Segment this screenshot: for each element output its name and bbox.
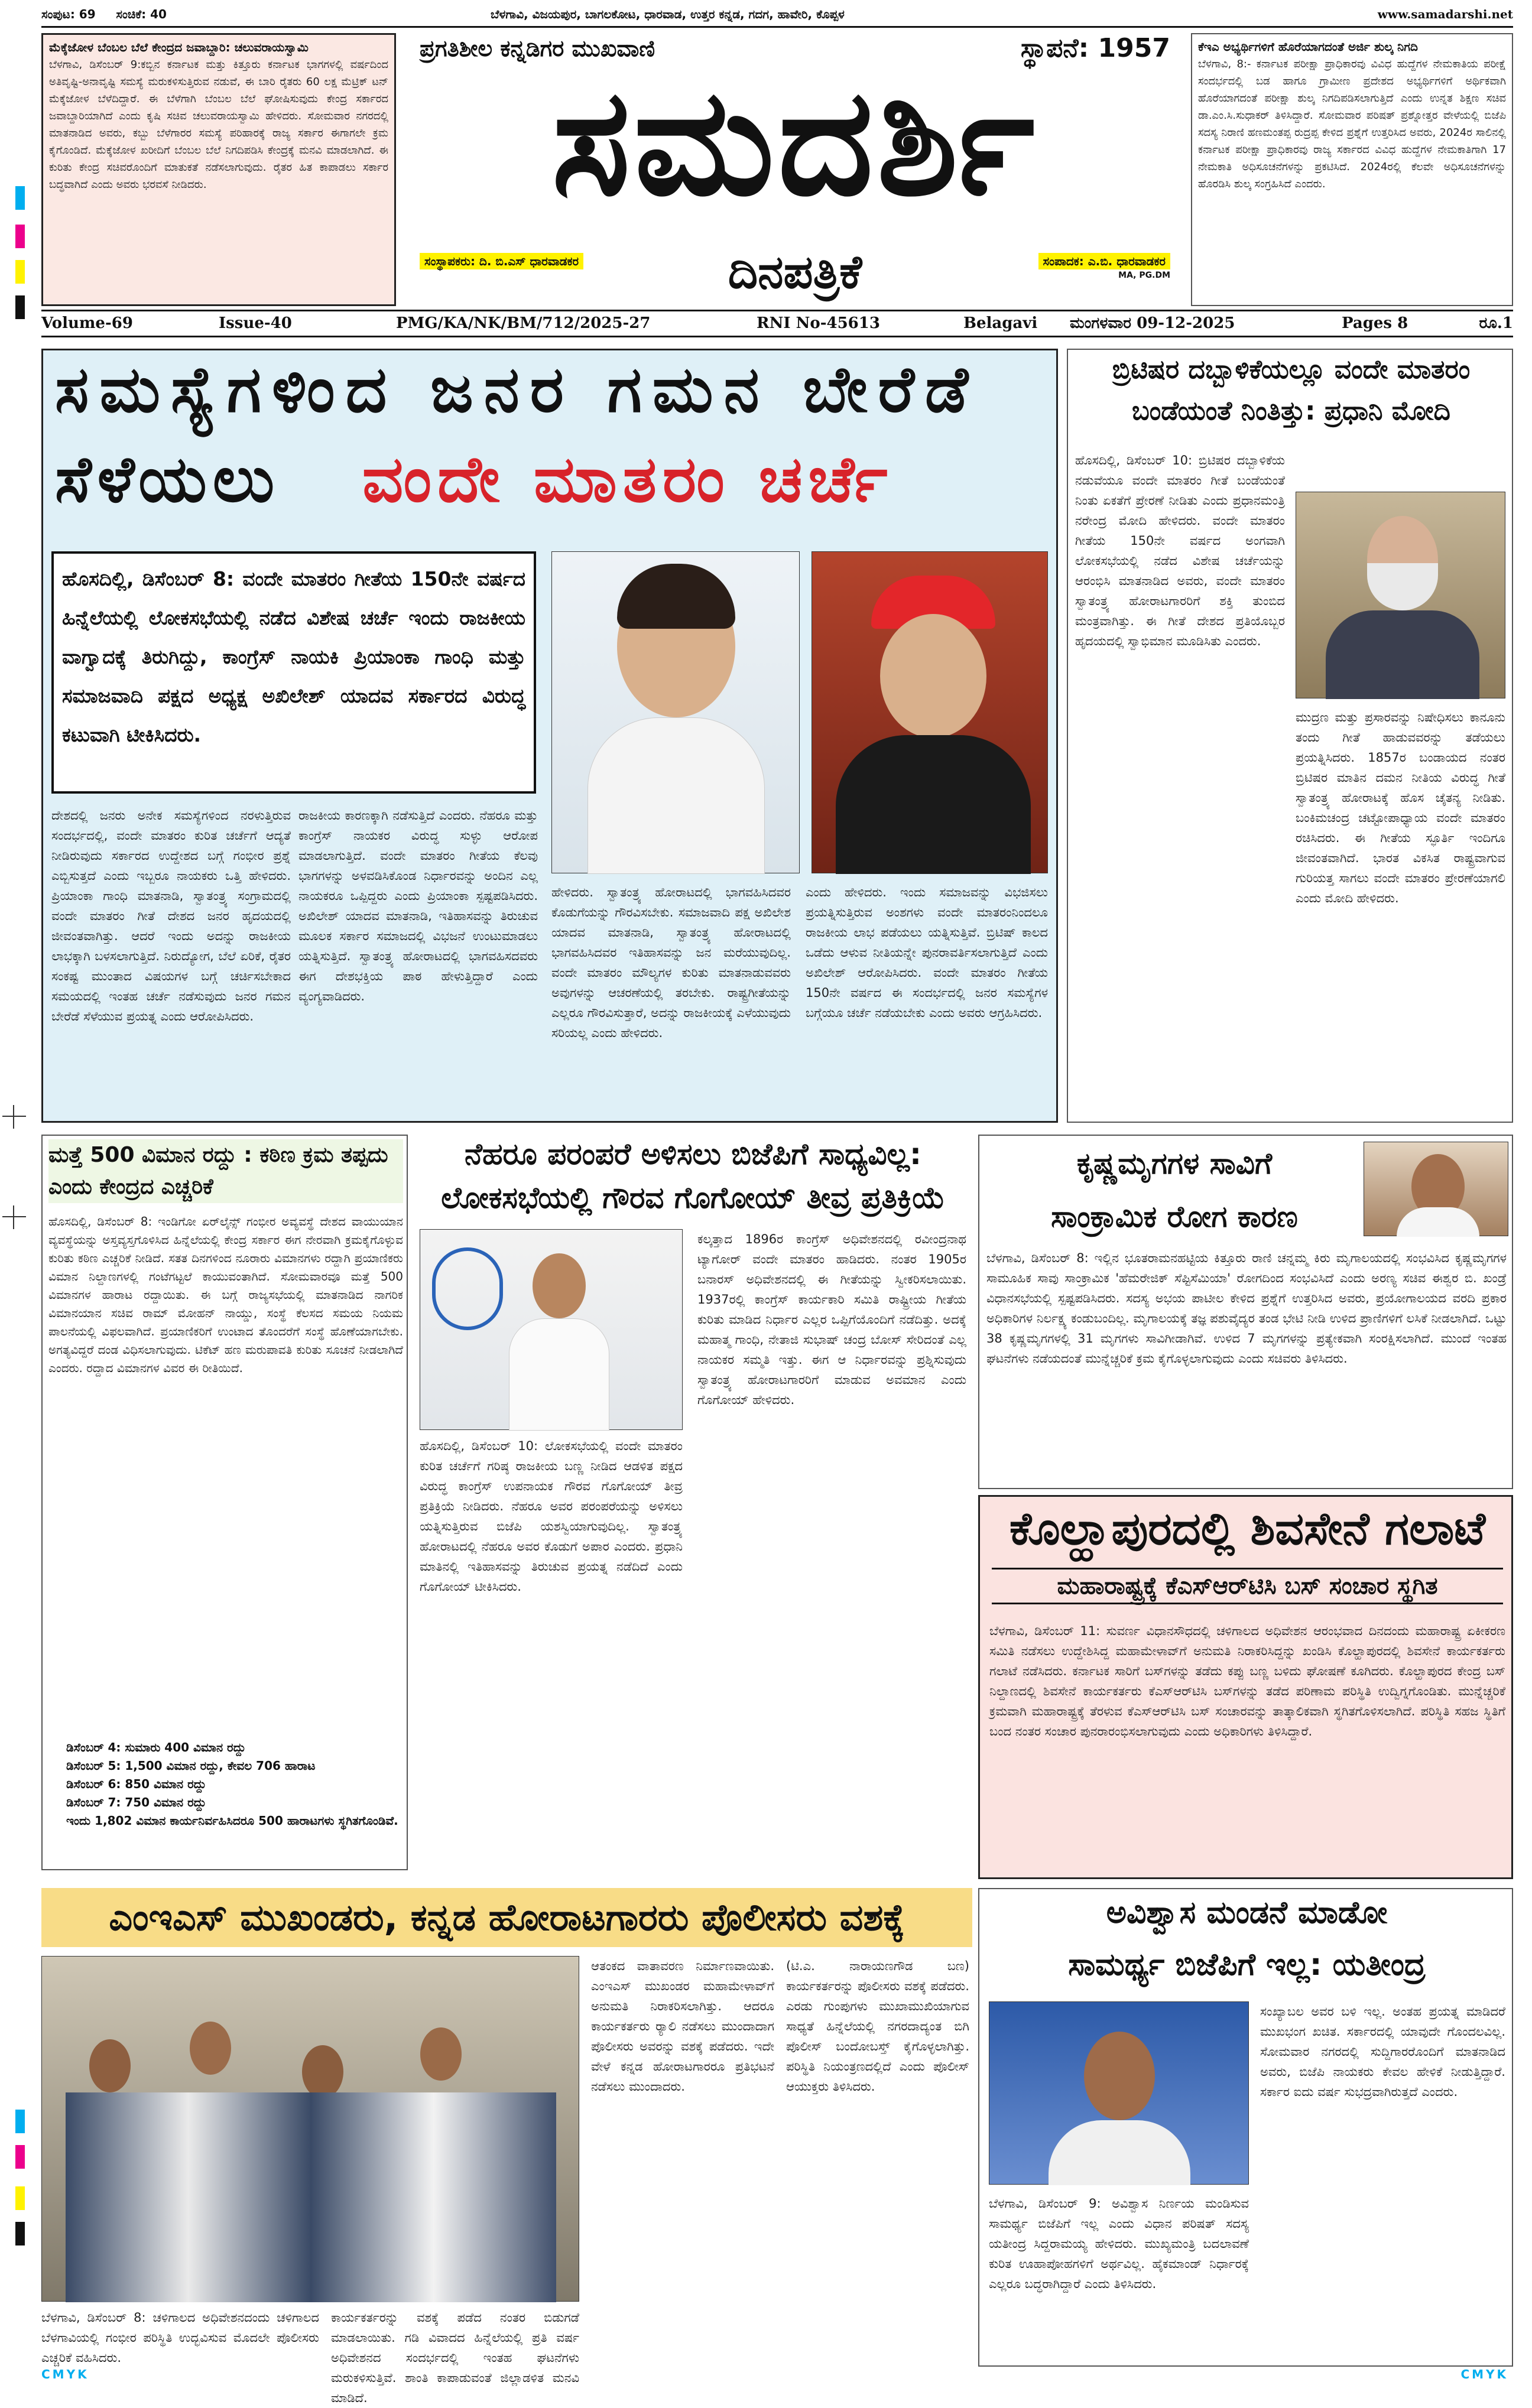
modi-text-2: ಮುದ್ರಣ ಮತ್ತು ಪ್ರಸಾರವನ್ನು ನಿಷೇಧಿಸಲು ಕಾನೂನು ತಂದು ಗೀತೆ ಹಾಡುವವರನ್ನು ತಡೆಯಲು ಪ್ರಯತ್ನಿಸಿದರು. 1857ರ ಬಂಡಾಯದ ನಂತರ ಬ್ರಿಟಿಷರ ಮಾತಿನ ದಮನ ನೀತಿಯ ವಿರುದ್ಧ ಗೀತೆ ಸ್ವಾತಂತ್ರ್ಯ ಹೋರಾಟಕ್ಕೆ ಹೊಸ ಚೈತನ್ಯ ನೀಡಿತು. ಬಂಕಿಮಚಂದ್ರ ಚಟ್ಟೋಪಾಧ್ಯಾಯ ವಂದೇ ಮಾತರಂ ರಚಿಸಿದರು. ಈ ಗೀತೆಯ ಸ್ಫೂರ್ತಿ ಇಂದಿಗೂ ಜೀವಂತವಾಗಿದೆ. ಭಾರತ ವಿಕಸಿತ ರಾಷ್ಟ್ರವಾಗುವ ಗುರಿಯತ್ತ ಸಾಗಲು ವಂದೇ ಮಾತರಂ ಪ್ರೇರಣೆಯಾಗಲಿ ಎಂದು ಮೋದಿ ಹೇಳಿದರು. (1296, 710, 1505, 905)
yellow-swatch (15, 260, 25, 284)
deer-headline-line1: ಕೃಷ್ಣಮೃಗಗಳ ಸಾವಿಗೆ (1076, 1146, 1273, 1181)
left-box-headline: ಮೆಕ್ಕೆಜೋಳ ಬೆಂಬಲ ಬೆಲೆ ಕೇಂದ್ರದ ಜವಾಬ್ದಾರಿ: ಚಲುವರಾಯಸ್ವಾಮಿ (49, 40, 309, 54)
cyan-swatch (15, 2110, 25, 2133)
flights-headline: ಮತ್ತೆ 500 ವಿಮಾನ ರದ್ದು : ಕಠಿಣ ಕ್ರಮ ತಪ್ಪದು ಎಂದು ಕೇಂದ್ರದ ಎಚ್ಚರಿಕೆ (48, 1139, 403, 1203)
flights-list (66, 1738, 403, 1830)
list-item: ಡಿಸೆಂಬರ್ 7: 750 ವಿಮಾನ ರದ್ದು (66, 1795, 206, 1809)
nehru-headline-line1: ನೆಹರೂ ಪರಂಪರೆ ಅಳಿಸಲು ಬಿಜೆಪಿಗೆ ಸಾಧ್ಯವಿಲ್ಲ: (465, 1137, 921, 1171)
kolhapur-headline: ಕೊಲ್ಹಾಪುರದಲ್ಲಿ ಶಿವಸೇನೆ ಗಲಾಟೆ (1009, 1502, 1486, 1555)
newspaper-title: ಸಮದರ್ಶಿ (551, 56, 1038, 228)
top-bar (41, 6, 1513, 24)
kolhapur-story (978, 1495, 1513, 1879)
gaurav-gogoi-photo (420, 1229, 683, 1430)
lead-column-1: ದೇಶದಲ್ಲಿ ಜನರು ಅನೇಕ ಸಮಸ್ಯೆಗಳಿಂದ ನರಳುತ್ತಿರುವ ಸಂದರ್ಭದಲ್ಲಿ, ವಂದೇ ಮಾತರಂ ಕುರಿತ ಚರ್ಚೆಗೆ ಆದ್ಯತೆ ನೀಡಿರುವುದು ಸರ್ಕಾರದ ಉದ್ದೇಶದ ಬಗ್ಗೆ ಗಂಭೀರ ಪ್ರಶ್ನೆ ಎಬ್ಬಿಸುತ್ತದೆ ಎಂದು ಇಬ್ಬರೂ ನಾಯಕರು ಒತ್ತಿ ಹೇಳಿದರು. ಪ್ರಿಯಾಂಕಾ ಗಾಂಧಿ ಮಾತನಾಡಿ, ಸ್ವಾತಂತ್ರ್ಯ ಸಂಗ್ರಾಮದಲ್ಲಿ ವಂದೇ ಮಾತರಂ ಗೀತೆ ದೇಶದ ಜನರ ಹೃದಯದಲ್ಲಿ ಜೀವಂತವಾಗಿತ್ತು. ಆದರೆ ಇಂದು ಅದನ್ನು ರಾಜಕೀಯ ಲಾಭಕ್ಕಾಗಿ ಬಳಸಲಾಗುತ್ತಿದೆ. ನಿರುದ್ಯೋಗ, ಬೆಲೆ ಏರಿಕೆ, ರೈತರ ಸಂಕಷ್ಟ ಮುಂತಾದ ವಿಷಯಗಳ ಬಗ್ಗೆ ಚರ್ಚಿಸಬೇಕಾದ ಸಮಯದಲ್ಲಿ ಇಂತಹ ಚರ್ಚೆ ನಡೆಸುವುದು ಜನರ ಗಮನ ಬೇರೆಡೆ ಸೆಳೆಯುವ ಪ್ರಯತ್ನ ಎಂದು ಆರೋಪಿಸಿದರು. (51, 808, 291, 1023)
yathindra-text-2: ಬೆಳಗಾವಿ, ಡಿಸೆಂಬರ್ 9: ಅವಿಶ್ವಾಸ ನಿರ್ಣಯ ಮಂಡಿಸುವ ಸಾಮರ್ಥ್ಯ ಬಿಜೆಪಿಗೆ ಇಲ್ಲ ಎಂದು ವಿಧಾನ ಪರಿಷತ್ ಸದಸ್ಯ ಯತೀಂದ್ರ ಸಿದ್ದರಾಮಯ್ಯ ಹೇಳಿದರು. ಮುಖ್ಯಮಂತ್ರಿ ಬದಲಾವಣೆ ಕುರಿತ ಊಹಾಪೋಹಗಳಿಗೆ ಅರ್ಥವಿಲ್ಲ. ಹೈಕಮಾಂಡ್ ನಿರ್ಧಾರಕ್ಕೆ ಎಲ್ಲರೂ ಬದ್ಧರಾಗಿದ್ದಾರೆ ಎಂದು ತಿಳಿಸಿದರು. (989, 2196, 1249, 2291)
registration-mark (13, 1105, 14, 1129)
list-item: ಡಿಸೆಂಬರ್ 5: 1,500 ವಿಮಾನ ರದ್ದು, ಕೇವಲ 706 ಹಾರಾಟ (66, 1759, 316, 1773)
divider (41, 26, 1513, 28)
lead-story (41, 349, 1058, 1123)
registration-mark (2, 1116, 26, 1117)
divider (41, 336, 1513, 337)
flights-text: ಹೊಸದಿಲ್ಲಿ, ಡಿಸೆಂಬರ್ 8: ಇಂಡಿಗೋ ಏರ್‌ಲೈನ್ಸ್ ಗಂಭೀರ ಅವ್ಯವಸ್ಥೆ ದೇಶದ ವಾಯುಯಾನ ವ್ಯವಸ್ಥೆಯನ್ನು ಅಸ್ತವ್ಯಸ್ತಗೊಳಿಸಿದ ಹಿನ್ನೆಲೆಯಲ್ಲಿ ಕೇಂದ್ರ ಸರ್ಕಾರ ಈಗ ನೇರವಾಗಿ ಕ್ರಮಕೈಗೊಳ್ಳುವ ಕುರಿತು ಕಠಿಣ ಎಚ್ಚರಿಕೆ ನೀಡಿದೆ. ಸತತ ದಿನಗಳಿಂದ ನೂರಾರು ವಿಮಾನಗಳು ರದ್ದಾಗಿ ಪ್ರಯಾಣಿಕರು ವಿಮಾನ ನಿಲ್ದಾಣಗಳಲ್ಲಿ ಗಂಟೆಗಟ್ಟಲೆ ಕಾಯುವಂತಾಗಿದೆ. ಸೋಮವಾರವೂ ಮತ್ತೆ 500 ವಿಮಾನಗಳ ಹಾರಾಟ ರದ್ದಾಯಿತು. ಈ ಬಗ್ಗೆ ರಾಜ್ಯಸಭೆಯಲ್ಲಿ ಮಾತನಾಡಿದ ನಾಗರಿಕ ವಿಮಾನಯಾನ ಸಚಿವ ರಾಮ್ ಮೋಹನ್ ನಾಯ್ಡು, ಸಂಸ್ಥೆ ಕೆಲಸದ ಸಮಯ ನಿಯಮ ಪಾಲನೆಯಲ್ಲಿ ವಿಫಲವಾಗಿದೆ. ಪ್ರಯಾಣಿಕರಿಗೆ ಉಂಟಾದ ತೊಂದರೆಗೆ ಸಂಸ್ಥೆ ಹೊಣೆಯಾಗಬೇಕು. ಅಗತ್ಯವಿದ್ದರೆ ದಂಡ ವಿಧಿಸಲಾಗುವುದು. ಟಿಕೆಟ್ ಹಣ ಮರುಪಾವತಿ ಕುರಿತು ಸೂಚನೆ ನೀಡಲಾಗಿದೆ ಎಂದರು. ರದ್ದಾದ ವಿಮಾನಗಳ ವಿವರ ಈ ರೀತಿಯಿದೆ. (48, 1214, 403, 1375)
list-item: ಡಿಸೆಂಬರ್ 4: ಸುಮಾರು 400 ವಿಮಾನ ರದ್ದು (66, 1740, 246, 1754)
rni-number: RNI No-45613 (757, 314, 880, 332)
yathindra-text-1: ಸಂಖ್ಯಾಬಲ ಅವರ ಬಳಿ ಇಲ್ಲ. ಅಂತಹ ಪ್ರಯತ್ನ ಮಾಡಿದರೆ ಮುಖಭಂಗ ಖಚಿತ. ಸರ್ಕಾರದಲ್ಲಿ ಯಾವುದೇ ಗೊಂದಲವಿಲ್ಲ. ಸೋಮವಾರ ನಗರದಲ್ಲಿ ಸುದ್ದಿಗಾರರೊಂದಿಗೆ ಮಾತನಾಡಿದ ಅವರು, ಬಿಜೆಪಿ ನಾಯಕರು ಕೇವಲ ಹೇಳಿಕೆ ನೀಡುತ್ತಿದ್ದಾರೆ. ಸರ್ಕಾರ ಐದು ವರ್ಷ ಸುಭದ್ರವಾಗಿರುತ್ತದೆ ಎಂದರು. (1260, 2004, 1505, 2099)
list-item: ಇಂದು 1,802 ವಿಮಾನ ಕಾರ್ಯನಿರ್ವಹಿಸಿದರೂ 500 ಹಾರಾಟಗಳು ಸ್ಥಗಿತಗೊಂಡಿವೆ. (66, 1814, 398, 1828)
lead-column-4: ಎಂದು ಹೇಳಿದರು. ಇಂದು ಸಮಾಜವನ್ನು ವಿಭಜಿಸಲು ಪ್ರಯತ್ನಿಸುತ್ತಿರುವ ಅಂಶಗಳು ವಂದೇ ಮಾತರಂನಿಂದಲೂ ರಾಜಕೀಯ ಲಾಭ ಪಡೆಯಲು ಯತ್ನಿಸುತ್ತಿವೆ. ಬ್ರಿಟಿಷ್ ಕಾಲದ ಒಡೆದು ಆಳುವ ನೀತಿಯನ್ನೇ ಪುನರಾವರ್ತಿಸಲಾಗುತ್ತಿದೆ ಎಂದು ಅಖಿಲೇಶ್ ಆರೋಪಿಸಿದರು. ವಂದೇ ಮಾತರಂ ಗೀತೆಯ 150ನೇ ವರ್ಷದ ಈ ಸಂದರ್ಭದಲ್ಲಿ ಜನರ ಸಮಸ್ಯೆಗಳ ಬಗ್ಗೆಯೂ ಚರ್ಚೆ ನಡೆಯಬೇಕು ಎಂದು ಅವರು ಆಗ್ರಹಿಸಿದರು. (806, 885, 1048, 1020)
left-box-text: ಬೆಳಗಾವಿ, ಡಿಸೆಂಬರ್ 9:ಕಬ್ಬಿನ ಕರ್ನಾಟಕ ಮತ್ತು ಕಿತ್ತೂರು ಕರ್ನಾಟಕ ಭಾಗಗಳಲ್ಲಿ ವರ್ಷದಿಂದ ಅತಿವೃಷ್ಟಿ-ಅನಾವೃಷ್ಟಿ ಸಮಸ್ಯೆ ಮರುಕಳಿಸುತ್ತಿರುವ ನಡುವೆ, ಈ ಬಾರಿ ರೈತರು 60 ಲಕ್ಷ ಮೆಟ್ರಿಕ್ ಟನ್ ಮೆಕ್ಕೆಜೋಳ ಬೆಳೆದಿದ್ದಾರೆ. ಈ ಬೆಳೆಗಾಗಿ ಬೆಂಬಲ ಬೆಲೆ ಘೋಷಿಸುವುದು ಕೇಂದ್ರ ಸರ್ಕಾರದ ಜವಾಬ್ದಾರಿಯಾಗಿದೆ ಎಂದು ಕೃಷಿ ಸಚಿವ ಚಲುವರಾಯಸ್ವಾಮಿ ಹೇಳಿದರು. ಸೋಮವಾರ ನಗರದಲ್ಲಿ ಮಾತನಾಡಿದ ಅವರು, ಕಬ್ಬು ಬೆಳೆಗಾರರ ಸಮಸ್ಯೆ ಪರಿಹಾರಕ್ಕೆ ರಾಜ್ಯ ಸರ್ಕಾರ ಈಗಾಗಲೇ ಕ್ರಮ ಕೈಗೊಂಡಿದೆ. ಮೆಕ್ಕೆಜೋಳ ಖರೀದಿಗೆ ಬೆಂಬಲ ಬೆಲೆ ನಿಗದಿಪಡಿಸಿ ಕೇಂದ್ರಕ್ಕೆ ಮನವಿ ಮಾಡಲಾಗಿದೆ. ಈ ಕುರಿತು ಕೇಂದ್ರ ಸಚಿವರೊಂದಿಗೆ ಮಾತುಕತೆ ನಡೆಸಲಾಗುವುದು. ರೈತರ ಹಿತ ಕಾಪಾಡಲು ಸರ್ಕಾರ ಬದ್ಧವಾಗಿದೆ ಎಂದು ಅವರು ಭರವಸೆ ನೀಡಿದರು. (49, 59, 388, 191)
nehru-text-1: ಹೊಸದಿಲ್ಲಿ, ಡಿಸೆಂಬರ್ 10: ಲೋಕಸಭೆಯಲ್ಲಿ ವಂದೇ ಮಾತರಂ ಕುರಿತ ಚರ್ಚೆಗೆ ಗರಿಷ್ಠ ರಾಜಕೀಯ ಬಣ್ಣ ನೀಡಿದ ಆಡಳಿತ ಪಕ್ಷದ ವಿರುದ್ಧ ಕಾಂಗ್ರೆಸ್ ಉಪನಾಯಕ ಗೌರವ ಗೊಗೋಯ್ ತೀವ್ರ ಪ್ರತಿಕ್ರಿಯೆ ನೀಡಿದರು. ನೆಹರೂ ಅವರ ಪರಂಪರೆಯನ್ನು ಅಳಿಸಲು ಯತ್ನಿಸುತ್ತಿರುವ ಬಿಜೆಪಿ ಯಶಸ್ವಿಯಾಗುವುದಿಲ್ಲ. ಸ್ವಾತಂತ್ರ್ಯ ಹೋರಾಟದಲ್ಲಿ ನೆಹರೂ ಅವರ ಕೊಡುಗೆ ಅಪಾರ ಎಂದರು. ಪ್ರಧಾನಿ ಮಾತಿನಲ್ಲಿ ಇತಿಹಾಸವನ್ನು ತಿರುಚುವ ಪ್ರಯತ್ನ ನಡೆದಿದೆ ಎಂದು ಗೊಗೋಯ್ ಟೀಕಿಸಿದರು. (420, 1439, 683, 1594)
magenta-swatch (15, 225, 25, 248)
cyan-swatch (15, 186, 25, 210)
lead-headline-line2b: ವಂದೇ ಮಾತರಂ ಚರ್ಚೆ (362, 443, 894, 516)
mes-column-4: ಕಾರ್ಯಕರ್ತರನ್ನು ವಶಕ್ಕೆ ಪಡೆದ ನಂತರ ಬಿಡುಗಡೆ ಮಾಡಲಾಯಿತು. ಗಡಿ ವಿವಾದದ ಹಿನ್ನೆಲೆಯಲ್ಲಿ ಪ್ರತಿ ವರ್ಷ ಅಧಿವೇಶನದ ಸಂದರ್ಭದಲ್ಲಿ ಇಂತಹ ಘಟನೆಗಳು ಮರುಕಳಿಸುತ್ತಿವೆ. ಶಾಂತಿ ಕಾಪಾಡುವಂತೆ ಜಿಲ್ಲಾಡಳಿತ ಮನವಿ ಮಾಡಿದೆ. (331, 2310, 579, 2405)
page-count: Pages 8 (1342, 314, 1408, 332)
lead-headline-line2a: ಸೆಳೆಯಲು (55, 443, 281, 516)
issue-number: Issue-40 (219, 314, 292, 332)
website-link[interactable]: www.samadarshi.net (1377, 7, 1513, 21)
list-item: ಡಿಸೆಂಬರ್ 6: 850 ವಿಮಾನ ರದ್ದು (66, 1777, 206, 1791)
black-swatch (15, 2222, 25, 2245)
akhilesh-yadav-photo (812, 551, 1048, 873)
masthead (408, 33, 1182, 311)
narendra-modi-photo (1296, 492, 1505, 698)
right-news-box (1191, 33, 1513, 306)
lead-headline-line1: ಸಮಸ್ಯೆಗಳಿಂದ ಜನರ ಗಮನ ಬೇರೆಡೆ (55, 353, 979, 427)
yathindra-headline-line2: ಸಾಮರ್ಥ್ಯ ಬಿಜೆಪಿಗೆ ಇಲ್ಲ: ಯತೀಂದ್ರ (1068, 1947, 1426, 1983)
mes-column-1: ಬೆಳಗಾವಿ, ಡಿಸೆಂಬರ್ 8: ಚಳಿಗಾಲದ ಅಧಿವೇಶನದಂದು ಚಳಿಗಾಲದ ಬೆಳಗಾವಿಯಲ್ಲಿ ಗಂಭೀರ ಪರಿಸ್ಥಿತಿ ಉದ್ಭವಿಸುವ ಮೊದಲೇ ಪೊಲೀಸರು ಎಚ್ಚರಿಕೆ ವಹಿಸಿದರು. (41, 2310, 319, 2365)
police-detain-protesters-photo (41, 1956, 579, 2302)
price: ರೂ.1 (1479, 314, 1513, 332)
registration-mark (2, 1216, 26, 1217)
modi-headline-line1: ಬ್ರಿಟಿಷರ ದಬ್ಬಾಳಿಕೆಯಲ್ಲೂ ವಂದೇ ಮಾತರಂ (1112, 355, 1471, 385)
deer-headline-line2: ಸಾಂಕ್ರಾಮಿಕ ರೋಗ ಕಾರಣ (1051, 1200, 1298, 1234)
volume-number: Volume-69 (41, 314, 133, 332)
black-swatch (15, 295, 25, 319)
edition-cities: ಬೆಳಗಾವಿ, ವಿಜಯಪುರ, ಬಾಗಲಕೋಟ, ಧಾರವಾಡ, ಉತ್ತರ ಕನ್ನಡ, ಗದಗ, ಹಾವೇರಿ, ಕೊಪ್ಪಳ (491, 7, 845, 21)
masthead-tagline: ಪ್ರಗತಿಶೀಲ ಕನ್ನಡಿಗರ ಮುಖವಾಣಿ (420, 35, 655, 61)
publication-city: Belagavi (963, 314, 1038, 332)
registration-number: PMG/KA/NK/BM/712/2025-27 (396, 314, 651, 332)
mes-column-2: ಆತಂಕದ ವಾತಾವರಣ ನಿರ್ಮಾಣವಾಯಿತು. ಎಂಇಎಸ್ ಮುಖಂಡರ ಮಹಾಮೇಳಾವ್‌ಗೆ ಅನುಮತಿ ನಿರಾಕರಿಸಲಾಗಿತ್ತು. ಆದರೂ ಕಾರ್ಯಕರ್ತರು ರ್‍ಯಾಲಿ ನಡೆಸಲು ಮುಂದಾದಾಗ ಪೊಲೀಸರು ಅವರನ್ನು ವಶಕ್ಕೆ ಪಡೆದರು. ಇದೇ ವೇಳೆ ಕನ್ನಡ ಹೋರಾಟಗಾರರೂ ಪ್ರತಿಭಟನೆ ನಡೆಸಲು ಮುಂದಾದರು. (591, 1959, 774, 2094)
editor-label: ಸಂಪಾದಕ: ಎ.ಬಿ. ಧಾರವಾಡಕರ (1038, 253, 1170, 269)
modi-headline-line2: ಬಂಡೆಯಂತೆ ನಿಂತಿತ್ತು: ಪ್ರಧಾನಿ ಮೋದಿ (1132, 396, 1450, 426)
registration-mark (13, 1205, 14, 1229)
lead-column-2: ರಾಜಕೀಯ ಕಾರಣಕ್ಕಾಗಿ ನಡೆಸುತ್ತಿದೆ ಎಂದರು. ನೆಹರೂ ಮತ್ತು ಕಾಂಗ್ರೆಸ್ ನಾಯಕರ ವಿರುದ್ಧ ಸುಳ್ಳು ಆರೋಪ ಮಾಡಲಾಗುತ್ತಿದೆ. ವಂದೇ ಮಾತರಂ ಗೀತೆಯ ಕೆಲವು ಭಾಗಗಳನ್ನು ಅಳವಡಿಸಿಕೊಂಡ ನಿರ್ಧಾರವನ್ನು ಅಂದಿನ ಎಲ್ಲ ನಾಯಕರೂ ಒಪ್ಪಿದ್ದರು ಎಂದು ಪ್ರಿಯಾಂಕಾ ಸ್ಪಷ್ಟಪಡಿಸಿದರು. ಅಖಿಲೇಶ್ ಯಾದವ ಮಾತನಾಡಿ, ಇತಿಹಾಸವನ್ನು ತಿರುಚುವ ಮೂಲಕ ಸರ್ಕಾರ ಸಮಾಜದಲ್ಲಿ ವಿಭಜನೆ ಉಂಟುಮಾಡಲು ಯತ್ನಿಸುತ್ತಿದೆ. ಸ್ವಾತಂತ್ರ್ಯ ಹೋರಾಟದಲ್ಲಿ ಭಾಗವಹಿಸದವರು ಈಗ ದೇಶಭಕ್ತಿಯ ಪಾಠ ಹೇಳುತ್ತಿದ್ದಾರೆ ಎಂದು ವ್ಯಂಗ್ಯವಾಡಿದರು. (298, 808, 538, 1003)
right-box-headline: ಕೆಇಎ ಅಭ್ಯರ್ಥಿಗಳಿಗೆ ಹೊರೆಯಾಗದಂತೆ ಅರ್ಜಿ ಶುಲ್ಕ ನಿಗದಿ (1198, 40, 1418, 54)
yathindra-siddaramaiah-photo (989, 2001, 1249, 2185)
divider (41, 310, 1513, 311)
lead-column-3: ಹೇಳಿದರು. ಸ್ವಾತಂತ್ರ್ಯ ಹೋರಾಟದಲ್ಲಿ ಭಾಗವಹಿಸಿದವರ ಕೊಡುಗೆಯನ್ನು ಗೌರವಿಸಬೇಕು. ಸಮಾಜವಾದಿ ಪಕ್ಷ ಅಖಿಲೇಶ ಯಾದವ ಮಾತನಾಡಿ, ಸ್ವಾತಂತ್ರ್ಯ ಹೋರಾಟದಲ್ಲಿ ಭಾಗವಹಿಸಿದವರ ಇತಿಹಾಸವನ್ನು ಜನ ಮರೆಯುವುದಿಲ್ಲ. ವಂದೇ ಮಾತರಂ ಮೌಲ್ಯಗಳ ಕುರಿತು ಮಾತನಾಡುವವರು ಅವುಗಳನ್ನು ಆಚರಣೆಯಲ್ಲಿ ತರಬೇಕು. ರಾಷ್ಟ್ರಗೀತೆಯನ್ನು ಎಲ್ಲರೂ ಗೌರವಿಸುತ್ತಾರೆ, ಅದನ್ನು ರಾಜಕೀಯಕ್ಕೆ ಎಳೆಯುವುದು ಸರಿಯಲ್ಲ ಎಂದು ಹೇಳಿದರು. (551, 885, 791, 1040)
nehru-headline-line2: ಲೋಕಸಭೆಯಲ್ಲಿ ಗೌರವ ಗೊಗೋಯ್ ತೀವ್ರ ಪ್ರತಿಕ್ರಿಯೆ (441, 1181, 945, 1215)
priyanka-gandhi-photo (551, 551, 800, 873)
info-bar (41, 313, 1513, 334)
nehru-text-2: ಕಲ್ಕತ್ತಾದ 1896ರ ಕಾಂಗ್ರೆಸ್ ಅಧಿವೇಶನದಲ್ಲಿ ರವೀಂದ್ರನಾಥ ಟ್ಯಾಗೋರ್ ವಂದೇ ಮಾತರಂ ಹಾಡಿದರು. ನಂತರ 1905ರ ಬನಾರಸ್ ಅಧಿವೇಶನದಲ್ಲಿ ಈ ಗೀತೆಯನ್ನು ಸ್ವೀಕರಿಸಲಾಯಿತು. 1937ರಲ್ಲಿ ಕಾಂಗ್ರೆಸ್ ಕಾರ್ಯಕಾರಿ ಸಮಿತಿ ರಾಷ್ಟ್ರೀಯ ಗೀತೆಯ ಕುರಿತು ಮಾಡಿದ ನಿರ್ಧಾರ ಎಲ್ಲರ ಒಪ್ಪಿಗೆಯೊಂದಿಗೆ ನಡೆದಿತ್ತು. ಅದಕ್ಕೆ ಮಹಾತ್ಮ ಗಾಂಧಿ, ನೇತಾಜಿ ಸುಭಾಷ್ ಚಂದ್ರ ಬೋಸ್ ಸೇರಿದಂತೆ ಎಲ್ಲ ನಾಯಕರ ಸಮ್ಮತಿ ಇತ್ತು. ಈಗ ಆ ನಿರ್ಧಾರವನ್ನು ಪ್ರಶ್ನಿಸುವುದು ಸ್ವಾತಂತ್ರ್ಯ ಹೋರಾಟಗಾರರಿಗೆ ಮಾಡುವ ಅವಮಾನ ಎಂದು ಗೊಗೋಯ್ ಹೇಳಿದರು. (697, 1232, 966, 1407)
yathindra-headline-line1: ಅವಿಶ್ವಾಸ ಮಂಡನೆ ಮಾಡೋ (1106, 1895, 1388, 1931)
left-news-box (41, 33, 396, 306)
newspaper-subtitle: ದಿನಪತ್ರಿಕೆ (728, 246, 862, 299)
magenta-swatch (15, 2145, 25, 2169)
yellow-swatch (15, 2186, 25, 2210)
eshwar-khandre-photo (1364, 1142, 1508, 1236)
deer-text: ಬೆಳಗಾವಿ, ಡಿಸೆಂಬರ್ 8: ಇಲ್ಲಿನ ಭೂತರಾಮನಹಟ್ಟಿಯ ಕಿತ್ತೂರು ರಾಣಿ ಚನ್ನಮ್ಮ ಕಿರು ಮೃಗಾಲಯದಲ್ಲಿ ಸಂಭವಿಸಿದ ಕೃಷ್ಣಮೃಗಗಳ ಸಾಮೂಹಿಕ ಸಾವು ಸಾಂಕ್ರಾಮಿಕ 'ಹೆಮರೇಜಿಕ್ ಸೆಪ್ಟಿಸೆಮಿಯಾ' ರೋಗದಿಂದ ಸಂಭವಿಸಿದೆ ಎಂದು ಅರಣ್ಯ ಸಚಿವ ಈಶ್ವರ ಬಿ. ಖಂಡ್ರೆ ವಿಧಾನಸಭೆಯಲ್ಲಿ ಸ್ಪಷ್ಟಪಡಿಸಿದರು. ಸದಸ್ಯ ಅಭಯ ಪಾಟೀಲ ಕೇಳಿದ ಪ್ರಶ್ನೆಗೆ ಉತ್ತರಿಸಿದ ಅವರು, ಪ್ರಯೋಗಾಲಯದ ವರದಿ ಪ್ರಕಾರ ಅಧಿಕಾರಿಗಳ ನಿರ್ಲಕ್ಷ್ಯ ಕಂಡುಬಂದಿಲ್ಲ. ಮೃಗಾಲಯಕ್ಕೆ ತಜ್ಞ ಪಶುವೈದ್ಯರ ತಂಡ ಭೇಟಿ ನೀಡಿ ಉಳಿದ ಪ್ರಾಣಿಗಳಿಗೆ ಲಸಿಕೆ ನೀಡಲಾಗಿದೆ. ಒಟ್ಟು 38 ಕೃಷ್ಣಮೃಗಗಳಲ್ಲಿ 31 ಮೃಗಗಳು ಸಾವಿಗೀಡಾಗಿವೆ. ಉಳಿದ 7 ಮೃಗಗಳನ್ನು ಪ್ರತ್ಯೇಕವಾಗಿ ಸಂರಕ್ಷಿಸಲಾಗಿದೆ. ಮುಂದೆ ಇಂತಹ ಘಟನೆಗಳು ನಡೆಯದಂತೆ ಮುನ್ನೆಚ್ಚರಿಕೆ ಕ್ರಮ ಕೈಗೊಳ್ಳಲಾಗುವುದು ಎಂದು ಸಚಿವರು ತಿಳಿಸಿದರು. (986, 1251, 1507, 1366)
modi-story (1067, 349, 1513, 1123)
kolhapur-text: ಬೆಳಗಾವಿ, ಡಿಸೆಂಬರ್ 11: ಸುವರ್ಣ ವಿಧಾನಸೌಧದಲ್ಲಿ ಚಳಿಗಾಲದ ಅಧಿವೇಶನ ಆರಂಭವಾದ ದಿನದಂದು ಮಹಾರಾಷ್ಟ್ರ ಏಕೀಕರಣ ಸಮಿತಿ ನಡೆಸಲು ಉದ್ದೇಶಿಸಿದ್ದ ಮಹಾಮೇಳಾವ್‌ಗೆ ಅನುಮತಿ ನಿರಾಕರಿಸಿದ್ದನ್ನು ಖಂಡಿಸಿ ಕೊಲ್ಹಾಪುರದಲ್ಲಿ ಶಿವಸೇನೆ ಕಾರ್ಯಕರ್ತರು ಗಲಾಟೆ ನಡೆಸಿದರು. ಕರ್ನಾಟಕ ಸಾರಿಗೆ ಬಸ್‌ಗಳನ್ನು ತಡೆದು ಕಪ್ಪು ಬಣ್ಣ ಬಳಿದು ಘೋಷಣೆ ಕೂಗಿದರು. ಕೊಲ್ಹಾಪುರದ ಕೇಂದ್ರ ಬಸ್ ನಿಲ್ದಾಣದಲ್ಲಿ ಶಿವಸೇನೆ ಕಾರ್ಯಕರ್ತರು ಕೆಎಸ್‌ಆರ್‌ಟಿಸಿ ಬಸ್‌ಗಳನ್ನು ತಡೆದ ಪರಿಣಾಮ ಪರಿಸ್ಥಿತಿ ಉದ್ವಿಗ್ನಗೊಂಡಿತು. ಮುನ್ನೆಚ್ಚರಿಕೆ ಕ್ರಮವಾಗಿ ಮಹಾರಾಷ್ಟ್ರಕ್ಕೆ ತೆರಳುವ ಕೆಎಸ್‌ಆರ್‌ಟಿಸಿ ಬಸ್ ಸಂಚಾರವನ್ನು ತಾತ್ಕಾಲಿಕವಾಗಿ ಸ್ಥಗಿತಗೊಳಿಸಲಾಗಿದೆ. ಪರಿಸ್ಥಿತಿ ಸಹಜ ಸ್ಥಿತಿಗೆ ಬಂದ ನಂತರ ಸಂಚಾರ ಪುನರಾರಂಭಿಸಲಾಗುವುದು ಎಂದು ಅಧಿಕಾರಿಗಳು ತಿಳಿಸಿದ್ದಾರೆ. (989, 1624, 1505, 1738)
mes-column-3: (ಟಿ.ಎ. ನಾರಾಯಣಗೌಡ ಬಣ) ಕಾರ್ಯಕರ್ತರನ್ನು ಪೊಲೀಸರು ವಶಕ್ಕೆ ಪಡೆದರು. ಎರಡು ಗುಂಪುಗಳು ಮುಖಾಮುಖಿಯಾಗುವ ಸಾಧ್ಯತೆ ಹಿನ್ನೆಲೆಯಲ್ಲಿ ನಗರದಾದ್ಯಂತ ಬಿಗಿ ಪೊಲೀಸ್ ಬಂದೋಬಸ್ತ್ ಕೈಗೊಳ್ಳಲಾಗಿತ್ತು. ಪರಿಸ್ಥಿತಿ ನಿಯಂತ್ರಣದಲ್ಲಿದೆ ಎಂದು ಪೊಲೀಸ್ ಆಯುಕ್ತರು ತಿಳಿಸಿದರು. (786, 1959, 969, 2094)
lead-intro-box (51, 551, 536, 794)
publication-date: ಮಂಗಳವಾರ 09-12-2025 (1070, 314, 1235, 332)
deer-story (978, 1135, 1513, 1489)
lead-intro: ಹೊಸದಿಲ್ಲಿ, ಡಿಸೆಂಬರ್ 8: ವಂದೇ ಮಾತರಂ ಗೀತೆಯ 150ನೇ ವರ್ಷದ ಹಿನ್ನೆಲೆಯಲ್ಲಿ ಲೋಕಸಭೆಯಲ್ಲಿ ನಡೆದ ವಿಶೇಷ ಚರ್ಚೆ ಇಂದು ರಾಜಕೀಯ ವಾಗ್ವಾದಕ್ಕೆ ತಿರುಗಿದ್ದು, ಕಾಂಗ್ರೆಸ್ ನಾಯಕಿ ಪ್ರಿಯಾಂಕಾ ಗಾಂಧಿ ಮತ್ತು ಸಮಾಜವಾದಿ ಪಕ್ಷದ ಅಧ್ಯಕ್ಷ ಅಖಿಲೇಶ್ ಯಾದವ ಸರ್ಕಾರದ ವಿರುದ್ಧ ಕಟುವಾಗಿ ಟೀಕಿಸಿದರು. (62, 567, 525, 746)
yathindra-story (978, 1888, 1513, 2367)
modi-text-1: ಹೊಸದಿಲ್ಲಿ, ಡಿಸೆಂಬರ್ 10: ಬ್ರಿಟಿಷರ ದಬ್ಬಾಳಿಕೆಯ ನಡುವೆಯೂ ವಂದೇ ಮಾತರಂ ಗೀತೆ ಬಂಡೆಯಂತೆ ನಿಂತು ಏಕತೆಗೆ ಪ್ರೇರಣೆ ನೀಡಿತು ಎಂದು ಪ್ರಧಾನಮಂತ್ರಿ ನರೇಂದ್ರ ಮೋದಿ ಹೇಳಿದರು. ವಂದೇ ಮಾತರಂ ಗೀತೆಯ 150ನೇ ವರ್ಷದ ಅಂಗವಾಗಿ ಲೋಕಸಭೆಯಲ್ಲಿ ನಡೆದ ವಿಶೇಷ ಚರ್ಚೆಯನ್ನು ಆರಂಭಿಸಿ ಮಾತನಾಡಿದ ಅವರು, ವಂದೇ ಮಾತರಂ ಸ್ವಾತಂತ್ರ್ಯ ಹೋರಾಟಗಾರರಿಗೆ ಶಕ್ತಿ ತುಂಬಿದ ಮಂತ್ರವಾಗಿತ್ತು. ಈ ಗೀತೆ ದೇಶದ ಪ್ರತಿಯೊಬ್ಬರ ಹೃದಯದಲ್ಲಿ ಸ್ವಾಭಿಮಾನ ಮೂಡಿಸಿತು ಎಂದರು. (1075, 453, 1285, 648)
established-year: ಸ್ಥಾಪನೆ: 1957 (1020, 33, 1170, 63)
editor-degree: MA, PG.DM (1118, 271, 1170, 280)
founder-label: ಸಂಸ್ಥಾಪಕರು: ದಿ. ಬಿ.ಎಸ್ ಧಾರವಾಡಕರ (420, 253, 583, 269)
footer-cmyk-right: CMYK (1460, 2367, 1508, 2381)
mes-headline: ಎಂಇಎಸ್ ಮುಖಂಡರು, ಕನ್ನಡ ಹೋರಾಟಗಾರರು ಪೊಲೀಸರು ವಶಕ್ಕೆ (41, 1888, 972, 1947)
right-box-text: ಬೆಳಗಾವಿ, 8:- ಕರ್ನಾಟಕ ಪರೀಕ್ಷಾ ಪ್ರಾಧಿಕಾರವು ವಿವಿಧ ಹುದ್ದೆಗಳ ನೇಮಕಾತಿಯ ಪರೀಕ್ಷೆ ಸಂದರ್ಭದಲ್ಲಿ ಬಡ ಹಾಗೂ ಗ್ರಾಮೀಣ ಪ್ರದೇಶದ ಅಭ್ಯರ್ಥಿಗಳಿಗೆ ಅರ್ಥಿಕವಾಗಿ ಹೊರೆಯಾಗದಂತೆ ಪರೀಕ್ಷಾ ಶುಲ್ಕ ನಿಗದಿಪಡಿಸಲಾಗುತ್ತಿದೆ ಎಂದು ಉನ್ನತ ಶಿಕ್ಷಣ ಸಚಿವ ಡಾ.ಎಂ.ಸಿ.ಸುಧಾಕರ್ ತಿಳಿಸಿದ್ದಾರೆ. ಸೋಮವಾರ ಪರಿಷತ್ ಪ್ರಶ್ನೋತ್ತರ ವೇಳೆಯಲ್ಲಿ ಬಿಜೆಪಿ ಸದಸ್ಯ ನಿರಾಣಿ ಹಣಮಂತಪ್ಪ ರುದ್ರಪ್ಪ ಕೇಳಿದ ಪ್ರಶ್ನೆಗೆ ಉತ್ತರಿಸಿದ ಅವರು, 2024ರ ಸಾಲಿನಲ್ಲಿ ಕರ್ನಾಟಕ ಪರೀಕ್ಷಾ ಪ್ರಾಧಿಕಾರವು ರಾಜ್ಯ ಸರ್ಕಾರದ ವಿವಿಧ ಹುದ್ದೆಗಳ ನೇಮಕಾತಿಗಾಗಿ 17 ನೇಮಕಾತಿ ಅಧಿಸೂಚನೆಗಳನ್ನು ಪ್ರಕಟಿಸಿದೆ. 2024ರಲ್ಲಿ ಕೆಲವೇ ಅಧಿಸೂಚನೆಗಳನ್ನು ಹೊರಡಿಸಿ ಶುಲ್ಕ ಸಂಗ್ರಹಿಸಿದೆ ಎಂದರು. (1198, 58, 1506, 190)
footer-cmyk-left: CMYK (41, 2367, 89, 2381)
flights-story (41, 1135, 408, 1870)
kolhapur-subhead: ಮಹಾರಾಷ್ಟ್ರಕ್ಕೆ ಕೆಎಸ್‌ಆರ್‌ಟಿಸಿ ಬಸ್ ಸಂಚಾರ ಸ್ಥಗಿತ (992, 1568, 1503, 1604)
nehru-story (414, 1135, 972, 1870)
volume-issue-label: ಸಂಪುಟ: 69 ಸಂಚಿಕೆ: 40 (41, 7, 167, 21)
